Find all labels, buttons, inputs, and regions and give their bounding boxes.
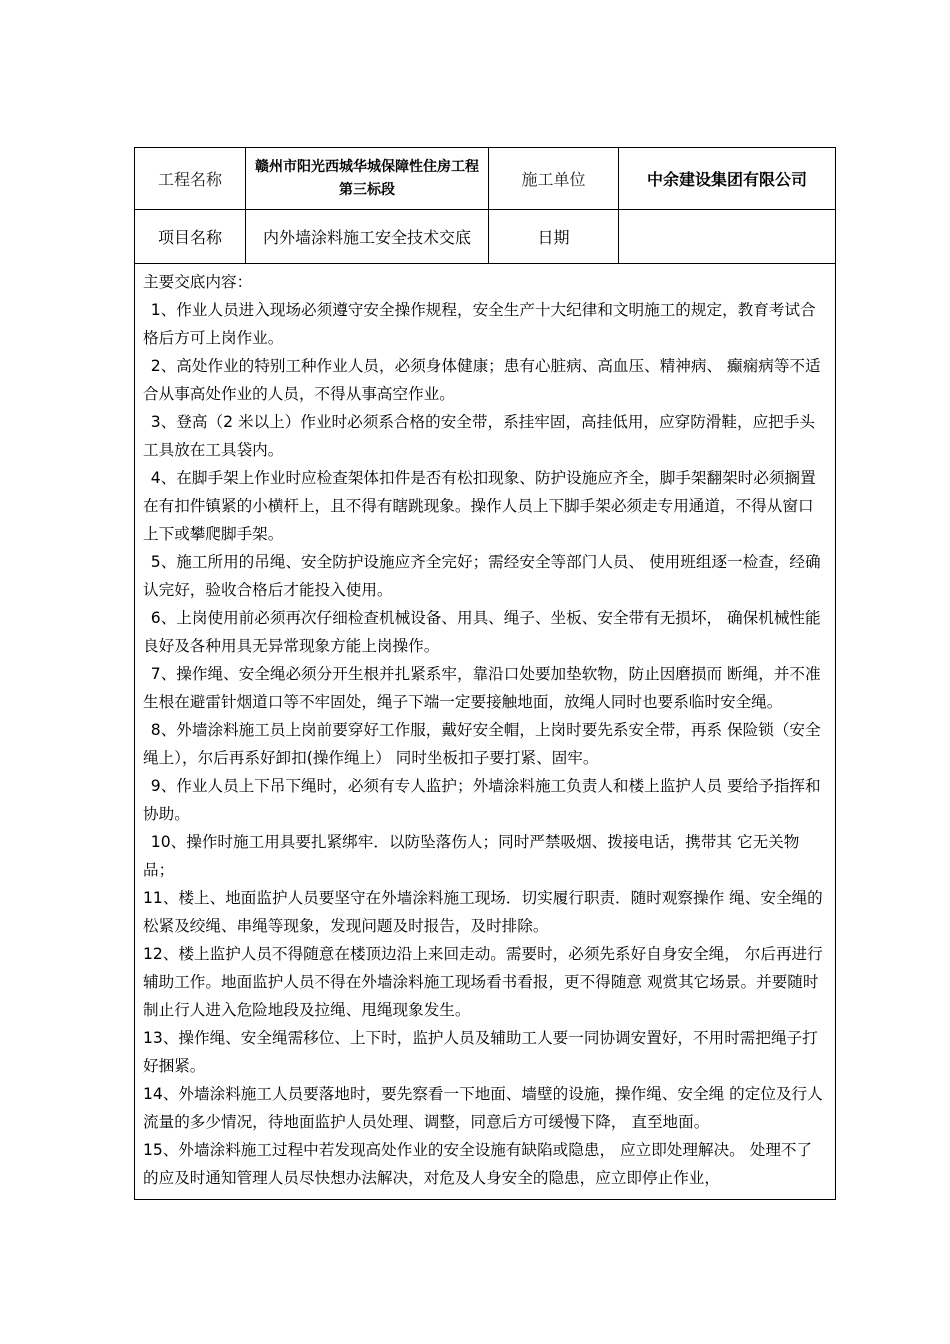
content-item: 15、外墙涂料施工过程中若发现高处作业的安全设施有缺陷或隐患， 应立即处理解决。 处理不了的应及时通知管理人员尽快想办法解决，对危及人身安全的隐患，应立即停止作业， bbox=[143, 1141, 813, 1187]
content-item: 7、操作绳、安全绳必须分开生根并扎紧系牢，靠沿口处要加垫软物，防止因磨损而 断绳，并不准生根在避雷针烟道口等不牢固处，绳子下端一定要接触地面，放绳人同时也要系临时安全绳。 bbox=[143, 665, 821, 711]
content-item: 10、操作时施工用具要扎紧绑牢．以防坠落伤人；同时严禁吸烟、拨接电话，携带其 它无关物品； bbox=[143, 833, 800, 879]
item-name-value: 内外墙涂料施工安全技术交底 bbox=[246, 210, 489, 263]
content-item: 1、作业人员进入现场必须遵守安全操作规程，安全生产十大纪律和文明施工的规定，教育考试合格后方可上岗作业。 bbox=[143, 301, 816, 347]
content-heading: 主要交底内容： bbox=[143, 273, 253, 291]
content-item: 9、作业人员上下吊下绳时，必须有专人监护；外墙涂料施工负责人和楼上监护人员 要给予指挥和协助。 bbox=[143, 777, 821, 823]
content-item: 13、操作绳、安全绳需移位、上下时，监护人员及辅助工人要一同协调安置好，不用时需把绳子打好捆紧。 bbox=[143, 1029, 818, 1075]
content-item: 14、外墙涂料施工人员要落地时，要先察看一下地面、墙壁的设施，操作绳、安全绳 的定位及行人流量的多少情况，待地面监护人员处理、调整，同意后方可缓慢下降， 直至地面。 bbox=[143, 1085, 823, 1131]
project-name-label: 工程名称 bbox=[135, 148, 246, 209]
date-label: 日期 bbox=[489, 210, 619, 263]
date-value bbox=[619, 210, 835, 263]
project-name-value: 赣州市阳光西城华城保障性住房工程第三标段 bbox=[246, 148, 489, 209]
content-item: 2、高处作业的特别工种作业人员，必须身体健康；患有心脏病、高血压、精神病、 癫痫病等不适合从事高处作业的人员，不得从事高空作业。 bbox=[143, 357, 821, 403]
content-item: 5、施工所用的吊绳、安全防护设施应齐全完好；需经安全等部门人员、 使用班组逐一检查，经确认完好，验收合格后才能投入使用。 bbox=[143, 553, 821, 599]
disclosure-form bbox=[134, 147, 836, 1200]
content-item: 6、上岗使用前必须再次仔细检查机械设备、用具、绳子、坐板、安全带有无损坏， 确保机械性能良好及各种用具无异常现象方能上岗操作。 bbox=[143, 609, 821, 655]
header-row-project bbox=[135, 148, 835, 210]
content-item: 8、外墙涂料施工员上岗前要穿好工作服，戴好安全帽，上岗时要先系安全带，再系 保险锁（安全绳上），尔后再系好卸扣(操作绳上） 同时坐板扣子要打紧、固牢。 bbox=[143, 721, 821, 767]
content-item: 3、登高（2 米以上）作业时必须系合格的安全带，系挂牢固，高挂低用，应穿防滑鞋，应把手头工具放在工具袋内。 bbox=[143, 413, 815, 459]
disclosure-content bbox=[135, 264, 835, 1192]
content-item: 4、在脚手架上作业时应检查架体扣件是否有松扣现象、防护设施应齐全，脚手架翻架时必须搁置在有扣件镇紧的小横杆上，且不得有瞎跳现象。操作人员上下脚手架必须走专用通道，不得从窗口上下或攀爬脚手架。 bbox=[143, 469, 816, 543]
construction-unit-label: 施工单位 bbox=[489, 148, 619, 209]
content-item: 11、楼上、地面监护人员要坚守在外墙涂料施工现场．切实履行职责．随时观察操作 绳、安全绳的松紧及绞绳、串绳等现象，发现问题及时报告，及时排除。 bbox=[143, 889, 823, 935]
content-item: 12、楼上监护人员不得随意在楼顶边沿上来回走动。需要时，必须先系好自身安全绳， 尔后再进行辅助工作。地面监护人员不得在外墙涂料施工现场看书看报，更不得随意 观赏其它场景。并要随时制止行人进入危险地段及拉绳、甩绳现象发生。 bbox=[143, 945, 823, 1019]
item-name-label: 项目名称 bbox=[135, 210, 246, 263]
header-row-item bbox=[135, 210, 835, 264]
construction-unit-value: 中余建设集团有限公司 bbox=[646, 170, 807, 189]
